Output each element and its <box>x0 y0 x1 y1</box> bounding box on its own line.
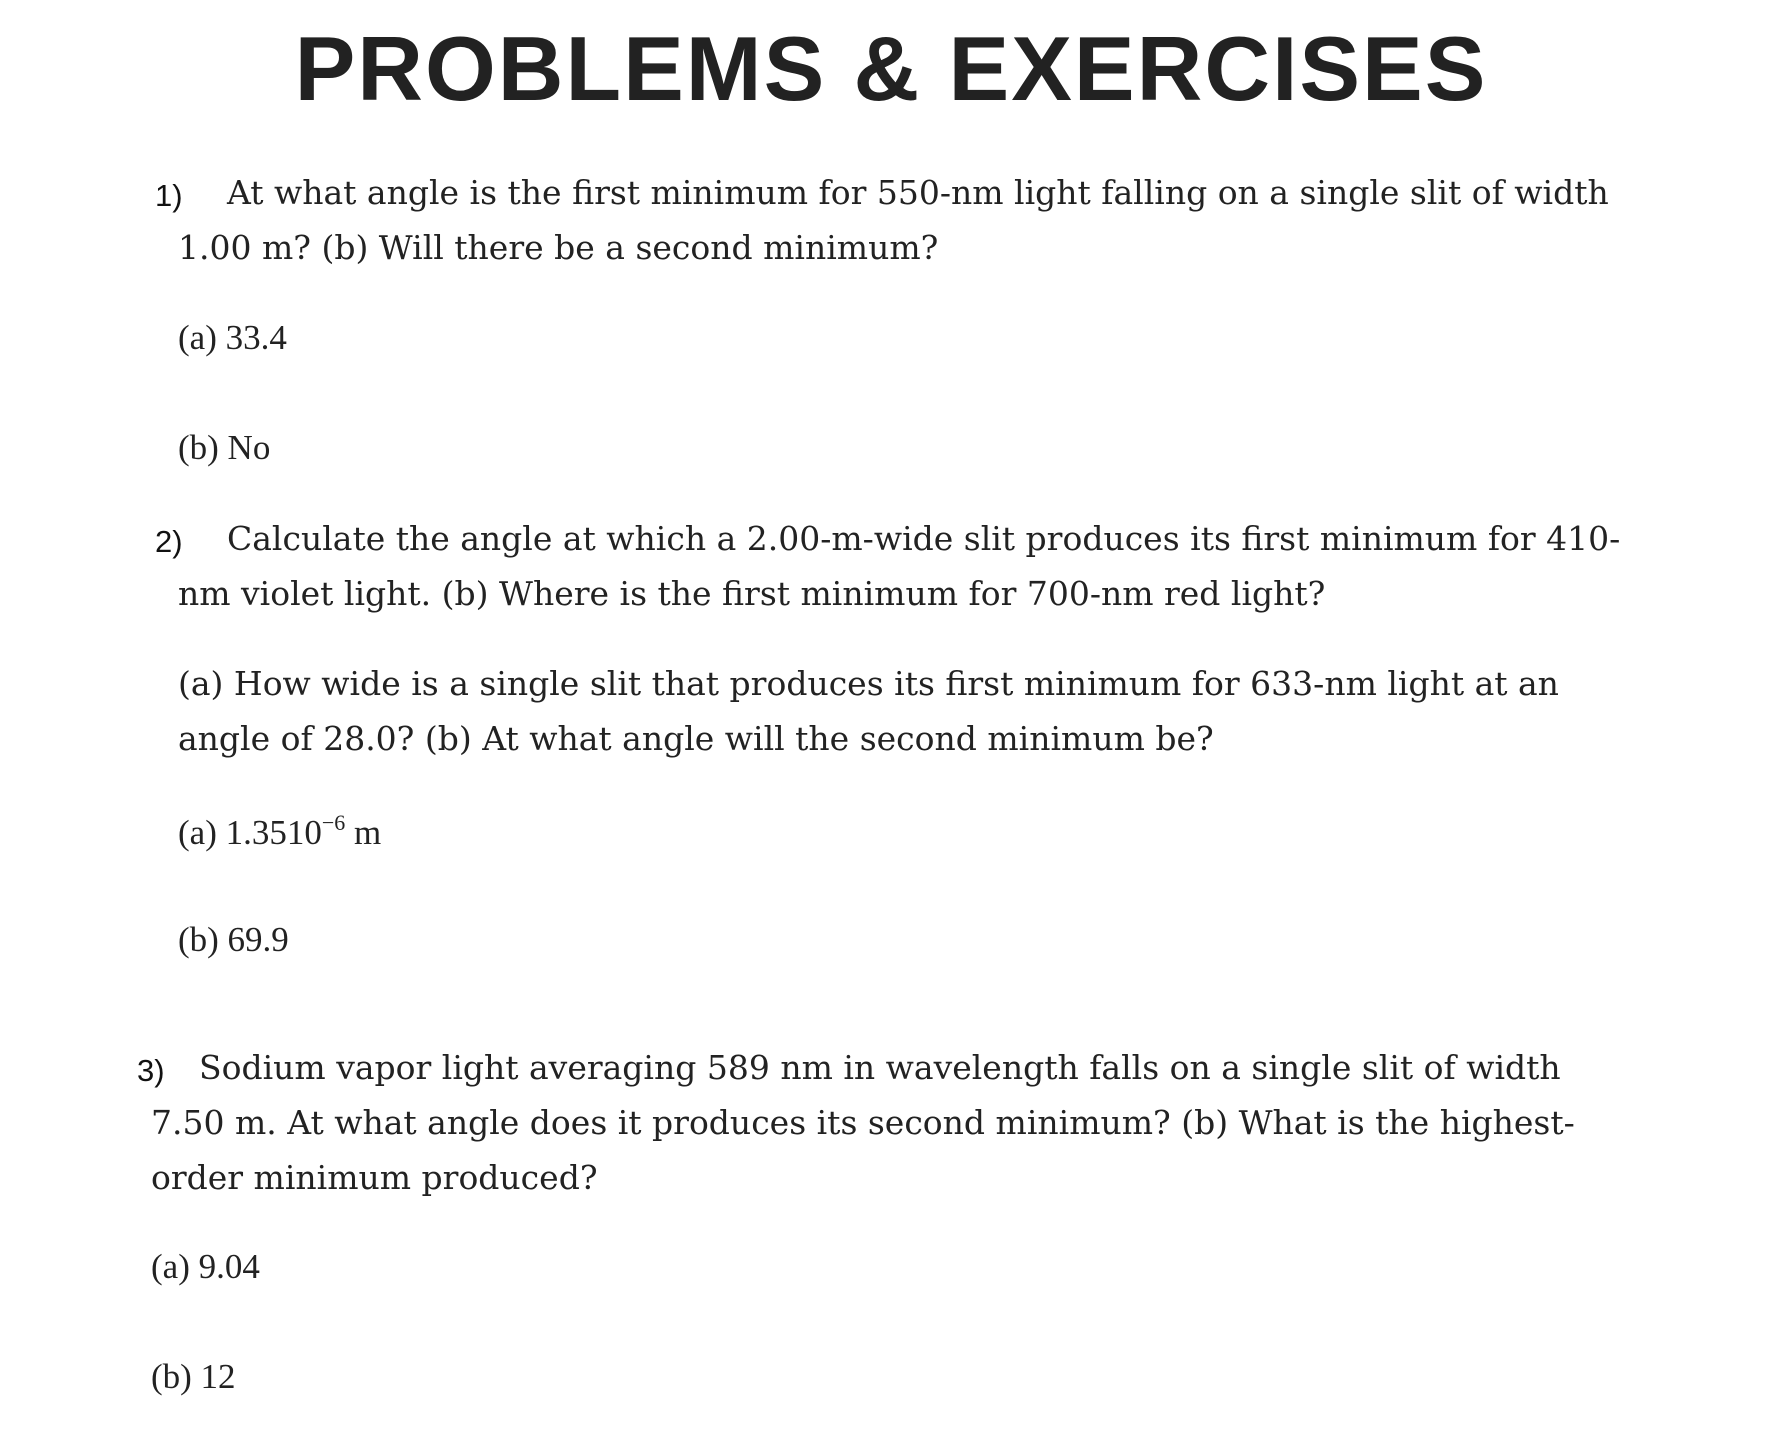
answer-a-unit: m <box>354 813 382 852</box>
problem-2-line-2: nm violet light. (b) Where is the first minimum for 700-nm red light? <box>178 574 1326 613</box>
problem-2-answer-a <box>178 810 381 853</box>
answer-a-exponent: −6 <box>321 810 346 835</box>
problem-2-answer-b: (b) 69.9 <box>178 920 289 959</box>
problem-3-number: 3) <box>137 1053 165 1088</box>
problem-1-line-1: At what angle is the first minimum for 550-nm light falling on a single slit of width <box>227 173 1609 212</box>
problem-1-number: 1) <box>155 178 183 213</box>
problem-3-line-3: order minimum produced? <box>151 1158 598 1197</box>
answer-a-value: (a) 1.3510 <box>178 813 322 852</box>
problem-1-answer-a: (a) 33.4 <box>178 318 287 357</box>
problem-1-answer-b: (b) No <box>178 428 271 467</box>
problem-3-line-2: 7.50 m. At what angle does it produces its second minimum? (b) What is the highest- <box>151 1103 1575 1142</box>
problem-3-answer-a: (a) 9.04 <box>151 1247 260 1286</box>
page-title: PROBLEMS & EXERCISES <box>294 19 1488 120</box>
problem-3-line-1: Sodium vapor light averaging 589 nm in wavelength falls on a single slit of width <box>199 1048 1561 1087</box>
problem-2-number: 2) <box>155 524 183 559</box>
problem-2-followup-line-1: (a) How wide is a single slit that produces its first minimum for 633-nm light at an <box>178 664 1559 703</box>
problem-1-line-2: 1.00 m? (b) Will there be a second minimum? <box>178 228 939 267</box>
problem-3-answer-b: (b) 12 <box>151 1357 236 1396</box>
problem-2-followup-line-2: angle of 28.0? (b) At what angle will the second minimum be? <box>178 719 1214 758</box>
problem-2-line-1: Calculate the angle at which a 2.00-m-wide slit produces its first minimum for 410- <box>227 519 1621 558</box>
